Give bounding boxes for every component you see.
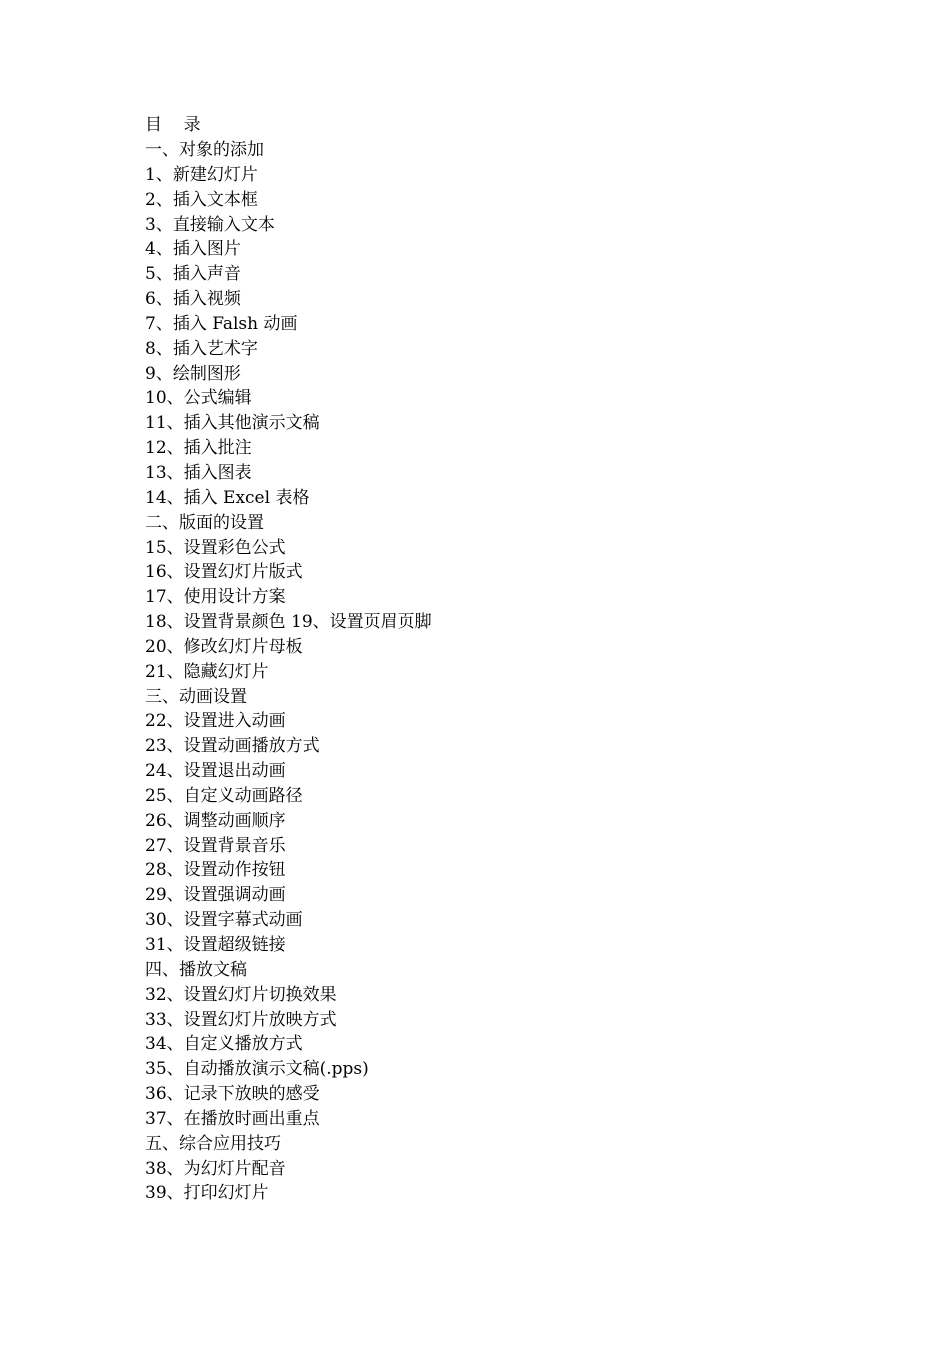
toc-title: 目 录 bbox=[145, 115, 201, 135]
toc-entry: 39、打印幻灯片 bbox=[145, 1183, 269, 1204]
toc-entry: 26、调整动画顺序 bbox=[145, 810, 286, 831]
toc-entry: 31、设置超级链接 bbox=[145, 935, 286, 955]
toc-entry: 16、设置幻灯片版式 bbox=[145, 562, 303, 583]
toc-entry: 12、插入批注 bbox=[145, 438, 252, 459]
toc-entry: 3、直接输入文本 bbox=[145, 214, 275, 235]
toc-entry: 25、自定义动画路径 bbox=[145, 785, 303, 806]
toc-entry: 29、设置强调动画 bbox=[145, 885, 286, 906]
toc-entry: 30、设置字幕式动画 bbox=[145, 910, 303, 931]
toc-section-5: 五、综合应用技巧 bbox=[145, 1133, 281, 1154]
toc-entry: 33、设置幻灯片放映方式 bbox=[145, 1009, 337, 1030]
toc-entry: 24、设置退出动画 bbox=[145, 761, 286, 782]
toc-section-2: 二、版面的设置 bbox=[145, 512, 264, 533]
toc-entry: 4、插入图片 bbox=[145, 239, 241, 260]
toc-entry: 11、插入其他演示文稿 bbox=[145, 413, 320, 434]
toc-entry: 5、插入声音 bbox=[145, 264, 241, 285]
toc-entry: 22、设置进入动画 bbox=[145, 711, 286, 732]
toc-entry: 8、插入艺术字 bbox=[145, 338, 258, 359]
toc-entry: 14、插入 Excel 表格 bbox=[145, 487, 310, 508]
toc-entry: 9、绘制图形 bbox=[145, 363, 241, 384]
toc-entry: 37、在播放时画出重点 bbox=[145, 1108, 320, 1129]
toc-entry: 21、隐藏幻灯片 bbox=[145, 661, 269, 682]
toc-entry: 6、插入视频 bbox=[145, 289, 241, 310]
toc-entry: 2、插入文本框 bbox=[145, 189, 258, 210]
toc-entry: 18、设置背景颜色 19、设置页眉页脚 bbox=[145, 612, 432, 633]
toc-entry: 20、修改幻灯片母板 bbox=[145, 636, 303, 657]
toc-entry: 27、设置背景音乐 bbox=[145, 835, 286, 856]
toc-section-4: 四、播放文稿 bbox=[145, 959, 247, 980]
toc-entry: 15、设置彩色公式 bbox=[145, 537, 286, 558]
toc-entry: 32、设置幻灯片切换效果 bbox=[145, 984, 337, 1005]
toc-entry: 28、设置动作按钮 bbox=[145, 860, 286, 881]
toc-entry: 35、自动播放演示文稿(.pps) bbox=[145, 1059, 369, 1080]
toc-entry: 1、新建幻灯片 bbox=[145, 164, 258, 185]
toc-entry: 23、设置动画播放方式 bbox=[145, 736, 320, 757]
toc-entry: 36、记录下放映的感受 bbox=[145, 1084, 320, 1105]
toc-entry: 10、公式编辑 bbox=[145, 388, 252, 409]
toc-entry: 38、为幻灯片配音 bbox=[145, 1158, 286, 1179]
toc-entry: 7、插入 Falsh 动画 bbox=[145, 313, 298, 334]
table-of-contents bbox=[145, 113, 845, 1206]
toc-entry: 13、插入图表 bbox=[145, 462, 252, 483]
toc-section-3: 三、动画设置 bbox=[145, 686, 247, 707]
toc-entry: 17、使用设计方案 bbox=[145, 587, 286, 608]
toc-section-1: 一、对象的添加 bbox=[145, 140, 264, 160]
toc-entry: 34、自定义播放方式 bbox=[145, 1034, 303, 1055]
